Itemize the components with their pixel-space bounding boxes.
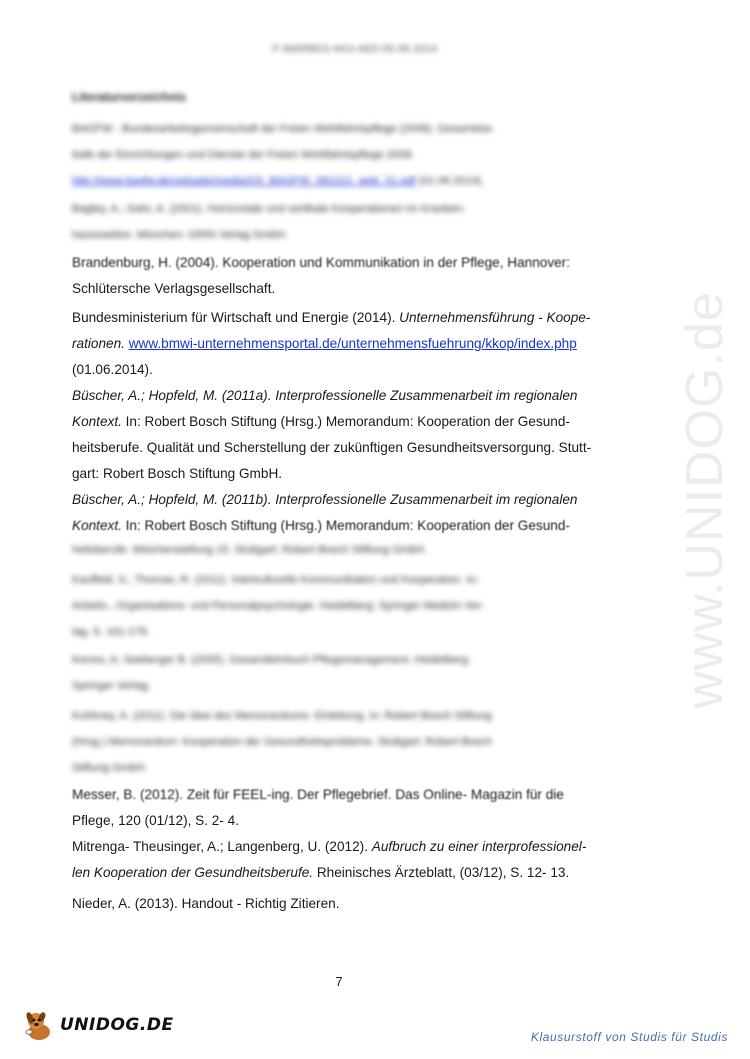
logo-text: UNIDOG.DE: [60, 1015, 174, 1035]
reference-buescher-2011b: [72, 487, 602, 539]
ref-line: Bagley, A.; Gahr, A. (2001). Horizontale und vertikale Kooperationen im Kranken-: [72, 203, 466, 215]
ref-title: len Kooperation der Gesundheitsberufe.: [72, 865, 314, 880]
ref-line: heitsberufe. Qualität und Scherstellung der zukünftigen Gesundheitsversorgung. Stutt-: [72, 440, 592, 455]
reference-bmwi: [72, 305, 602, 383]
ref-line: In: Robert Bosch Stiftung (Hrsg.) Memorandum: Kooperation der Gesund-: [121, 518, 570, 533]
reference-bagfw: [72, 116, 602, 194]
ref-line: Brandenburg, H. (2004). Kooperation und Kommunikation in der Pflege, Hannover:: [72, 255, 570, 270]
ref-line: heitsberufe. Weichenstellung 15. Stuttgart: Robert Bosch Stiftung GmbH.: [72, 544, 428, 556]
reference-kerres: [72, 647, 602, 699]
ref-date: (01.06.2014).: [72, 362, 153, 377]
ref-line: Kuhlmey, A. (2011). Die Idee des Memorandums- Einleitung. In: Robert Bosch Stiftung: [72, 710, 492, 722]
ref-line: gart: Robert Bosch Stiftung GmbH.: [72, 466, 283, 481]
ref-line: tistik der Einrichtungen und Dienste der Freien Wohlfahrtspflege 2008.: [72, 149, 415, 161]
ref-title: Kontext.: [72, 518, 122, 533]
ref-line: Pflege, 120 (01/12), S. 2- 4.: [72, 813, 240, 828]
ref-author: Mitrenga- Theusinger, A.; Langenberg, U. (2012).: [72, 839, 372, 854]
ref-title: Aufbruch zu einer interprofessionel-: [371, 839, 587, 854]
reference-link[interactable]: www.bmwi-unternehmensportal.de/unternehmensfuehrung/kkop/index.php: [128, 336, 577, 351]
reference-mitrenga: [72, 834, 602, 886]
section-title: Literaturverzeichnis: [72, 90, 187, 104]
ref-line: Springer Verlag.: [72, 680, 151, 692]
watermark-text: www.UNIDOG.de: [676, 291, 734, 709]
ref-author: Bundesministerium für Wirtschaft und Energie (2014).: [72, 310, 400, 325]
page-number: 7: [335, 974, 343, 989]
ref-line: hausssektor. München: GRIN Verlag GmbH.: [72, 229, 288, 241]
reference-kuhlmey: [72, 703, 602, 781]
reference-messer: [72, 782, 602, 834]
ref-line: lag, S. 161-178.: [72, 626, 150, 638]
ref-line: Messer, B. (2012). Zeit für FEEL-ing. Der Pflegebrief. Das Online- Magazin für die: [72, 787, 564, 802]
watermark: [675, 280, 735, 720]
reference-buescher-2011b-cont: [72, 537, 602, 563]
ref-title: Unternehmensführung - Koope-: [399, 310, 591, 325]
reference-buescher-2011a: [72, 383, 602, 487]
ref-line: Nieder, A. (2013). Handout - Richtig Zitieren.: [72, 896, 340, 911]
tagline: Klausurstoff von Studis für Studis: [530, 1030, 728, 1044]
unidog-logo[interactable]: [22, 1008, 174, 1042]
ref-line: (Hrsg.) Memorandum: Kooperation der Gesundheitsprobleme. Stuttgart: Robert Bosch: [72, 736, 493, 748]
ref-line: Kerres, A; Seeberger B. (2005). Gesamtlehrbuch Pflegemanagement. Heidelberg:: [72, 654, 471, 666]
document-code: P-WARBEG-KK3-AE0-05.06.2014: [272, 44, 438, 55]
ref-date: (01.06.2014).: [418, 175, 485, 187]
ref-line: BAGFW - Bundesarbeitsgemeinschaft der Freien Wohlfahrtspflege (2008). Gesamtsta-: [72, 123, 495, 135]
reference-brandenburg: [72, 250, 602, 302]
ref-line: Kauffeld, S.; Thomas, R. (2011). Interkulturelle Kommunikation und Kooperation. In:: [72, 574, 479, 586]
ref-line: Rheinisches Ärzteblatt, (03/12), S. 12- 13.: [313, 865, 570, 880]
reference-link[interactable]: http://www.bagfw.de/uploads/media/GS_BAGFW_081221_web_01.pdf: [72, 175, 416, 187]
dog-mascot-icon: [22, 1008, 56, 1042]
ref-line: Arbeits-, Organisations- und Personalpsychologie. Heidelberg: Springer Medizin Ver-: [72, 600, 485, 612]
reference-bagley: [72, 196, 602, 248]
ref-line: Schlütersche Verlagsgesellschaft.: [72, 281, 276, 296]
ref-line: Stiftung GmbH.: [72, 762, 148, 774]
ref-title: Büscher, A.; Hopfeld, M. (2011b). Interprofessionelle Zusammenarbeit im regionalen: [72, 492, 578, 507]
ref-title: rationen.: [72, 336, 125, 351]
reference-nieder: [72, 891, 602, 917]
ref-title: Büscher, A.; Hopfeld, M. (2011a). Interprofessionelle Zusammenarbeit im regionalen: [72, 388, 578, 403]
ref-title: Kontext.: [72, 414, 122, 429]
ref-line: In: Robert Bosch Stiftung (Hrsg.) Memorandum: Kooperation der Gesund-: [121, 414, 570, 429]
reference-kauffeld: [72, 567, 602, 645]
